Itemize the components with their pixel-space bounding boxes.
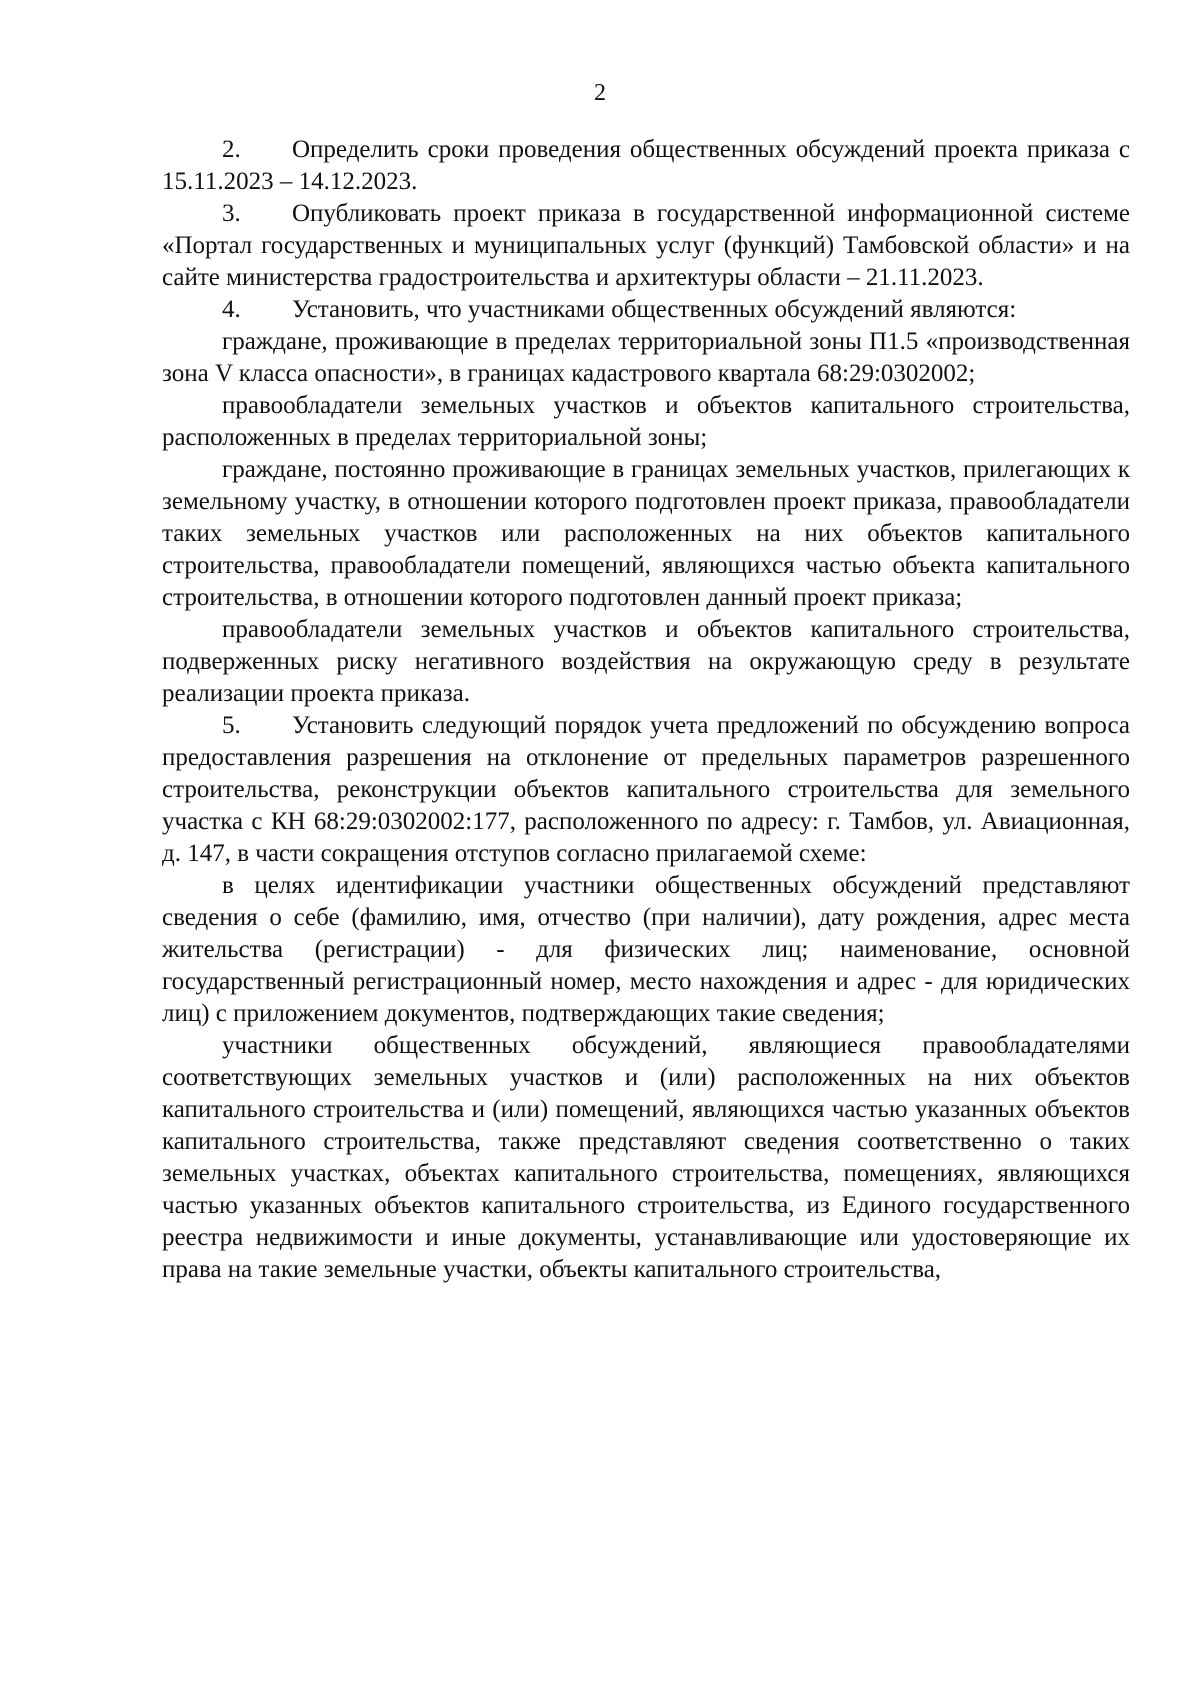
paragraph-item-2: [162, 134, 1130, 198]
paragraph-text: Установить следующий порядок учета предложений по обсуждению вопроса предоставления разрешения на отклонение от предельных параметров разрешенного строительства, реконструкции объектов капитального строительства для земельного участка с КН 68:29:0302002:177, расположенного по адресу: г. Тамбов, ул. Авиационная, д. 147, в части сокращения отступов согласно прилагаемой схеме:: [162, 712, 1130, 867]
paragraph-text: Определить сроки проведения общественных обсуждений проекта приказа с 15.11.2023 – 14.12.2023.: [162, 136, 1130, 195]
paragraph-number: 4.: [222, 296, 241, 323]
paragraph-text: Установить, что участниками общественных обсуждений являются:: [292, 296, 1017, 323]
paragraph: граждане, постоянно проживающие в границах земельных участков, прилегающих к земельному участку, в отношении которого подготовлен проект приказа, правообладатели таких земельных участков или расположенных на них объектов капитального строительства, правообладатели помещений, являющихся частью объекта капитального строительства, в отношении которого подготовлен данный проект приказа;: [162, 456, 1130, 611]
paragraph: граждане, проживающие в пределах территориальной зоны П1.5 «производственная зона V класса опасности», в границах кадастрового квартала 68:29:0302002;: [162, 328, 1130, 387]
paragraph-text: Опубликовать проект приказа в государственной информационной системе «Портал государственных и муниципальных услуг (функций) Тамбовской области» и на сайте министерства градостроительства и архитектуры области – 21.11.2023.: [162, 200, 1130, 291]
paragraph-number: 5.: [222, 712, 241, 739]
paragraph: участники общественных обсуждений, являющиеся правообладателями соответствующих земельных участков и (или) расположенных на них объектов капитального строительства и (или) помещений, являющихся частью указанных объектов капитального строительства, также представляют сведения соответственно о таких земельных участках, объектах капитального строительства, помещениях, являющихся частью указанных объектов капитального строительства, из Единого государственного реестра недвижимости и иные документы, устанавливающие или удостоверяющие их права на такие земельные участки, объекты капитального строительства,: [162, 1032, 1130, 1283]
paragraph-number: 2.: [222, 136, 241, 163]
paragraph: в целях идентификации участники общественных обсуждений представляют сведения о себе (фамилию, имя, отчество (при наличии), дату рождения, адрес места жительства (регистрации) - для физических лиц; наименование, основной государственный регистрационный номер, место нахождения и адрес - для юридических лиц) с приложением документов, подтверждающих такие сведения;: [162, 872, 1130, 1027]
paragraph-item-5: [162, 710, 1130, 870]
paragraph-number: 3.: [222, 200, 241, 227]
paragraph-item-4: [162, 294, 1130, 326]
page-number: 2: [594, 80, 606, 106]
paragraph-item-3: [162, 198, 1130, 294]
paragraph: правообладатели земельных участков и объектов капитального строительства, подверженных риску негативного воздействия на окружающую среду в результате реализации проекта приказа.: [162, 616, 1130, 707]
paragraph: правообладатели земельных участков и объектов капитального строительства, расположенных в пределах территориальной зоны;: [162, 392, 1130, 451]
document-body: [162, 134, 1130, 1286]
